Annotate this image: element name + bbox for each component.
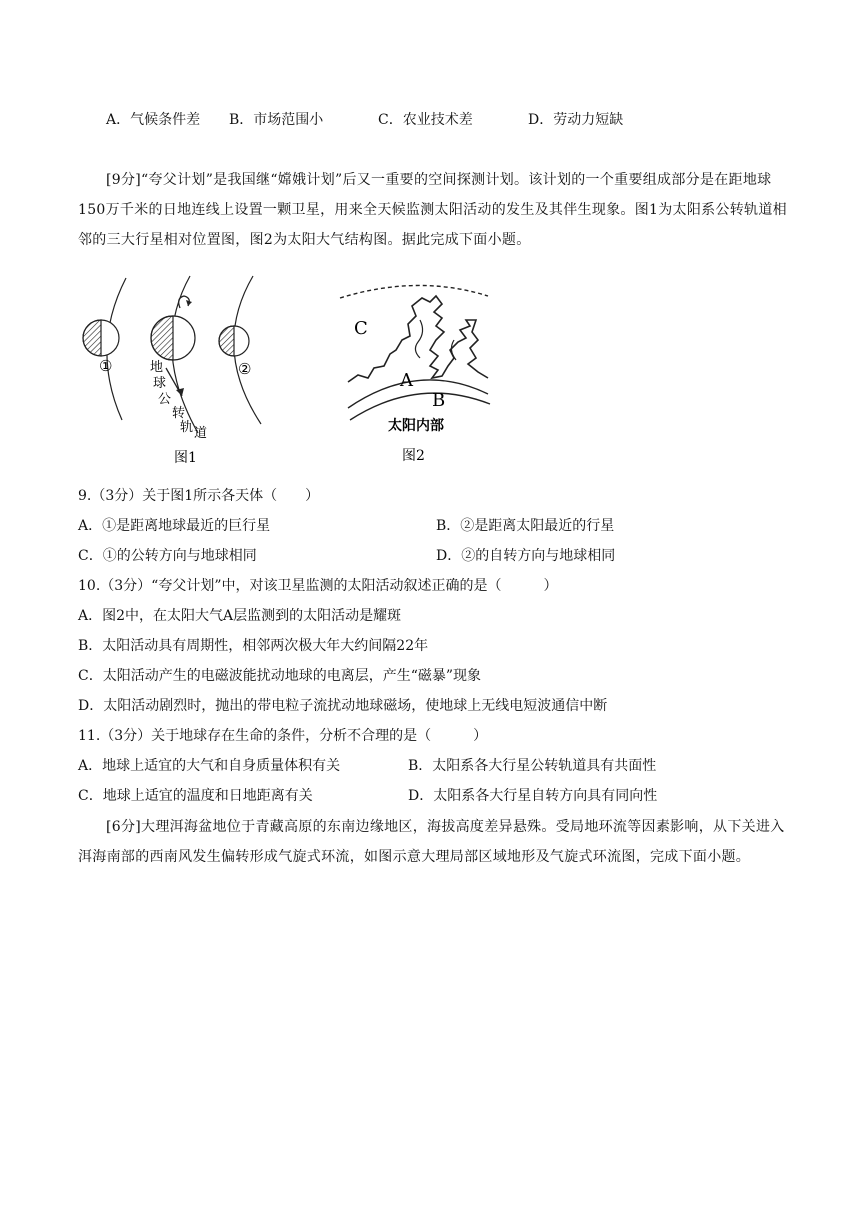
orbit-label-char: 地 bbox=[150, 360, 164, 375]
corona-boundary bbox=[340, 285, 488, 298]
planet-earth bbox=[151, 316, 195, 360]
orbit-label-char: 轨 bbox=[180, 420, 194, 435]
planet-1 bbox=[83, 320, 119, 356]
q10-option-a: A．图2中，在太阳大气A层监测到的太阳活动是耀斑 bbox=[78, 608, 402, 624]
q10-option-c: C．太阳活动产生的电磁波能扰动地球的电离层，产生“磁暴”现象 bbox=[78, 668, 482, 684]
label-layer-b: B bbox=[432, 390, 446, 411]
q9-option-a: A．①是距离地球最近的巨行星 bbox=[78, 518, 271, 534]
intro-paragraph-erhai: [6分]大理洱海盆地位于青藏高原的东南边缘地区，海拔高度差异悬殊。受局地环流等因素影响，从下关进入洱海南部的西南风发生偏转形成气旋式环流，如图示意大理局部区域地形及气旋式环流图，完成下面小题。 bbox=[78, 819, 785, 865]
figure-2-caption: 图2 bbox=[402, 448, 425, 464]
q9-option-d: D．②的自转方向与地球相同 bbox=[436, 548, 616, 564]
q8-option-d: D．劳动力短缺 bbox=[528, 112, 624, 128]
planet-2 bbox=[219, 326, 249, 356]
figure-1-caption: 图1 bbox=[174, 450, 197, 466]
intro-paragraph-kuafu: [9分]“夸父计划”是我国继“嫦娥计划”后又一重要的空间探测计划。该计划的一个重要组成部分是在距地球150万千米的日地连线上设置一颗卫星，用来全天候监测太阳活动的发生及其伴生现象。图1为太阳系公转轨道相邻的三大行星相对位置图，图2为太阳大气结构图。据此完成下面小题。 bbox=[78, 172, 787, 248]
label-planet-1: ① bbox=[99, 357, 113, 375]
q10-stem: 10.（3分）“夸父计划”中，对该卫星监测的太阳活动叙述正确的是（ ） bbox=[78, 578, 558, 594]
orbit-label-char: 公 bbox=[158, 392, 172, 407]
label-layer-c: C bbox=[354, 318, 368, 339]
label-layer-a: A bbox=[400, 370, 413, 391]
q11-option-a: A．地球上适宜的大气和自身质量体积有关 bbox=[78, 758, 341, 774]
figure-2-solar-atmosphere bbox=[338, 280, 498, 466]
q8-option-c: C．农业技术差 bbox=[378, 112, 473, 128]
figure-1-planet-orbits bbox=[78, 268, 293, 468]
q8-option-a: A．气候条件差 bbox=[106, 112, 201, 128]
q8-option-b: B．市场范围小 bbox=[229, 112, 324, 128]
chromosphere-flare-shapes bbox=[348, 296, 488, 382]
q10-option-b: B．太阳活动具有周期性，相邻两次极大年大约间隔22年 bbox=[78, 638, 429, 654]
q11-option-b: B．太阳系各大行星公转轨道具有共面性 bbox=[408, 758, 657, 774]
orbit-label-char: 球 bbox=[153, 376, 167, 391]
q9-option-c: C．①的公转方向与地球相同 bbox=[78, 548, 257, 564]
orbit-label-char: 道 bbox=[194, 426, 208, 441]
q11-option-d: D．太阳系各大行星自转方向具有同向性 bbox=[408, 788, 658, 804]
inner-boundary bbox=[350, 393, 490, 420]
q11-stem: 11.（3分）关于地球存在生命的条件，分析不合理的是（ ） bbox=[78, 728, 488, 744]
q9-stem: 9.（3分）关于图1所示各天体（ ） bbox=[78, 488, 320, 504]
label-planet-2: ② bbox=[238, 360, 252, 378]
orbit-label-char: 转 bbox=[172, 406, 186, 421]
label-sun-interior: 太阳内部 bbox=[388, 418, 444, 434]
q10-option-d: D．太阳活动剧烈时，抛出的带电粒子流扰动地球磁场，使地球上无线电短波通信中断 bbox=[78, 698, 608, 714]
q11-option-c: C．地球上适宜的温度和日地距离有关 bbox=[78, 788, 313, 804]
q9-option-b: B．②是距离太阳最近的行星 bbox=[436, 518, 615, 534]
